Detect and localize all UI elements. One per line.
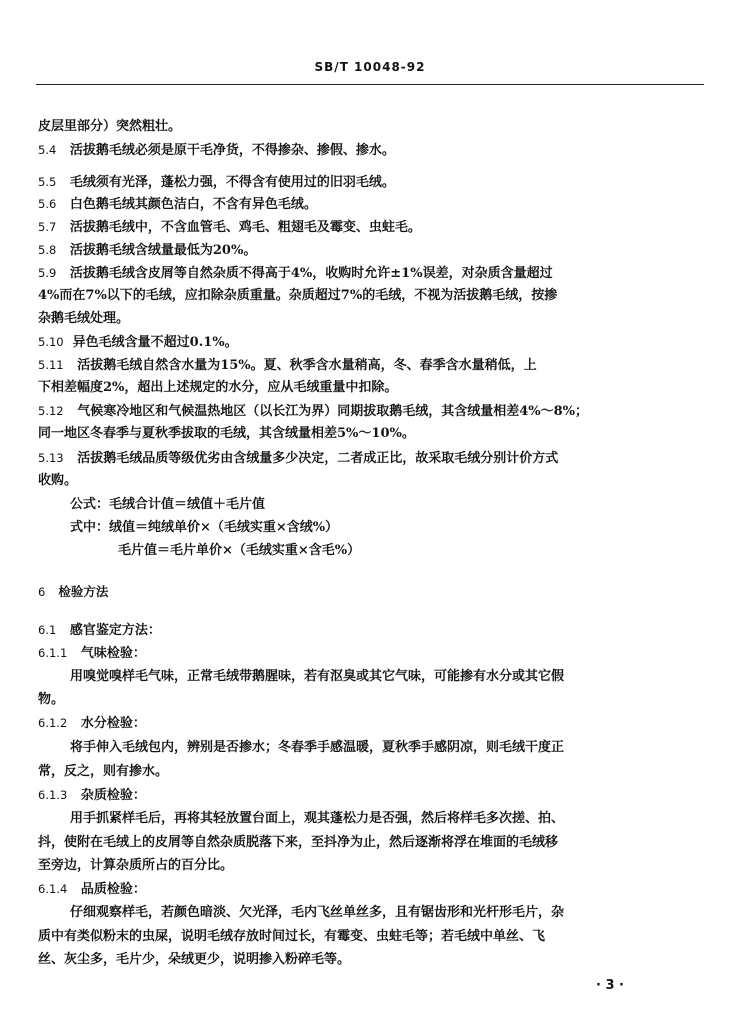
clause-6-1-1 (38, 645, 146, 662)
document-code-header: SB/T 10048-92 (314, 60, 426, 74)
clause-text: 气味检验： (80, 646, 146, 661)
clause-number: 5.4 (38, 143, 57, 157)
clause-5-12 (38, 403, 588, 420)
header-rule (36, 84, 704, 85)
clause-text: 活拔鹅毛绒自然含水量为15%。夏、秋季含水量稍高，冬、春季含水量稍低，上 (77, 358, 537, 373)
text-line: 杂鹅毛绒处理。 (38, 311, 130, 326)
clause-5-6 (38, 196, 317, 213)
section-title: 检验方法 (58, 584, 109, 599)
text-line: 仔细观察样毛，若颜色暗淡、欠光泽，毛内飞丝单丝多，且有锯齿形和光杆形毛片，杂 (70, 905, 565, 920)
text-line: 将手伸入毛绒包内，辨别是否掺水；冬春季手感温暖，夏秋季手感阴凉，则毛绒干度正 (70, 740, 565, 755)
text-line: 质中有类似粉末的虫屎，说明毛绒存放时间过长，有霉变、虫蛀毛等；若毛绒中单丝、飞 (38, 929, 546, 944)
clause-6-1 (38, 622, 161, 639)
text-line: 用手抓紧样毛后，再将其轻放置台面上，观其蓬松力是否强，然后将样毛多次搓、拍、 (70, 811, 565, 826)
text-line: 用嗅觉嗅样毛气味，正常毛绒带鹅腥味，若有沤臭或其它气味，可能掺有水分或其它假 (70, 669, 565, 684)
clause-text: 毛绒须有光泽，蓬松力强，不得含有使用过的旧羽毛绒。 (69, 175, 395, 190)
clause-number: 5.10 (38, 335, 64, 349)
clause-number: 5.9 (38, 266, 57, 280)
clause-number: 6.1 (38, 623, 57, 637)
clause-5-5 (38, 174, 395, 191)
clause-text: 异色毛绒含量不超过0.1%。 (72, 335, 238, 350)
clause-5-4 (38, 142, 395, 159)
clause-number: 6.1.3 (38, 788, 68, 802)
clause-5-13 (38, 450, 558, 467)
text-line: 丝、灰尘多，毛片少，朵绒更少，说明掺入粉碎毛等。 (38, 952, 351, 967)
text-line: 4%而在7%以下的毛绒，应扣除杂质重量。杂质超过7%的毛绒，不视为活拔鹅毛绒，按掺 (38, 288, 558, 303)
text-line: 物。 (38, 692, 65, 707)
clause-5-11 (38, 357, 537, 374)
clause-number: 6.1.4 (38, 882, 68, 896)
clause-5-9 (38, 265, 553, 282)
clause-5-10 (38, 334, 238, 351)
clause-text: 品质检验： (80, 882, 146, 897)
text-line: 至旁边，计算杂质所占的百分比。 (38, 858, 234, 873)
clause-text: 水分检验： (80, 716, 146, 731)
text-line: 下相差幅度2%，超出上述规定的水分，应从毛绒重量中扣除。 (38, 380, 398, 395)
text-line: 常，反之，则有掺水。 (38, 764, 169, 779)
clause-text: 活拔鹅毛绒含皮屑等自然杂质不得高于4%，收购时允许±1%误差，对杂质含量超过 (69, 266, 553, 281)
clause-number: 5.11 (38, 358, 64, 372)
clause-6-1-3 (38, 787, 146, 804)
clause-number: 5.7 (38, 220, 57, 234)
text-line: 抖，使附在毛绒上的皮屑等自然杂质脱落下来，至抖净为止，然后逐渐将浮在堆面的毛绒移 (38, 835, 559, 850)
clause-number: 5.5 (38, 175, 57, 189)
clause-text: 活拔鹅毛绒必须是原干毛净货，不得掺杂、掺假、掺水。 (69, 143, 395, 158)
page-number: · 3 · (596, 978, 624, 993)
clause-text: 活拔鹅毛绒中，不含血管毛、鸡毛、粗翅毛及霉变、虫蛀毛。 (69, 220, 421, 235)
clause-5-8 (38, 242, 256, 259)
section-number: 6 (38, 585, 46, 599)
formula-line: 公式：毛绒合计值＝绒值＋毛片值 (70, 497, 266, 512)
clause-number: 6.1.1 (38, 646, 68, 660)
clause-number: 5.13 (38, 451, 64, 465)
text-line: 皮层里部分）突然粗壮。 (38, 119, 182, 134)
text-line: 收购。 (38, 473, 78, 488)
clause-text: 白色鹅毛绒其颜色洁白，不含有异色毛绒。 (69, 197, 317, 212)
clause-text: 气候寒冷地区和气候温热地区（以长江为界）同期拔取鹅毛绒，其含绒量相差4%～8%； (77, 404, 588, 419)
clause-5-7 (38, 219, 421, 236)
text-line: 同一地区冬春季与夏秋季拔取的毛绒，其含绒量相差5%～10%。 (38, 426, 415, 441)
formula-line: 式中：绒值＝纯绒单价×（毛绒实重×含绒%） (70, 520, 339, 535)
clause-number: 5.12 (38, 404, 64, 418)
clause-text: 活拔鹅毛绒品质等级优劣由含绒量多少决定，二者成正比，故采取毛绒分别计价方式 (77, 451, 559, 466)
clause-6-1-4 (38, 881, 146, 898)
clause-text: 活拔鹅毛绒含绒量最低为20%。 (69, 243, 257, 258)
clause-number: 5.6 (38, 197, 57, 211)
section-6-heading (38, 584, 108, 600)
clause-number: 6.1.2 (38, 716, 68, 730)
clause-number: 5.8 (38, 243, 57, 257)
formula-line: 毛片值＝毛片单价×（毛绒实重×含毛%） (118, 543, 361, 558)
clause-text: 感官鉴定方法： (69, 623, 161, 638)
clause-6-1-2 (38, 715, 146, 732)
clause-text: 杂质检验： (80, 788, 146, 803)
